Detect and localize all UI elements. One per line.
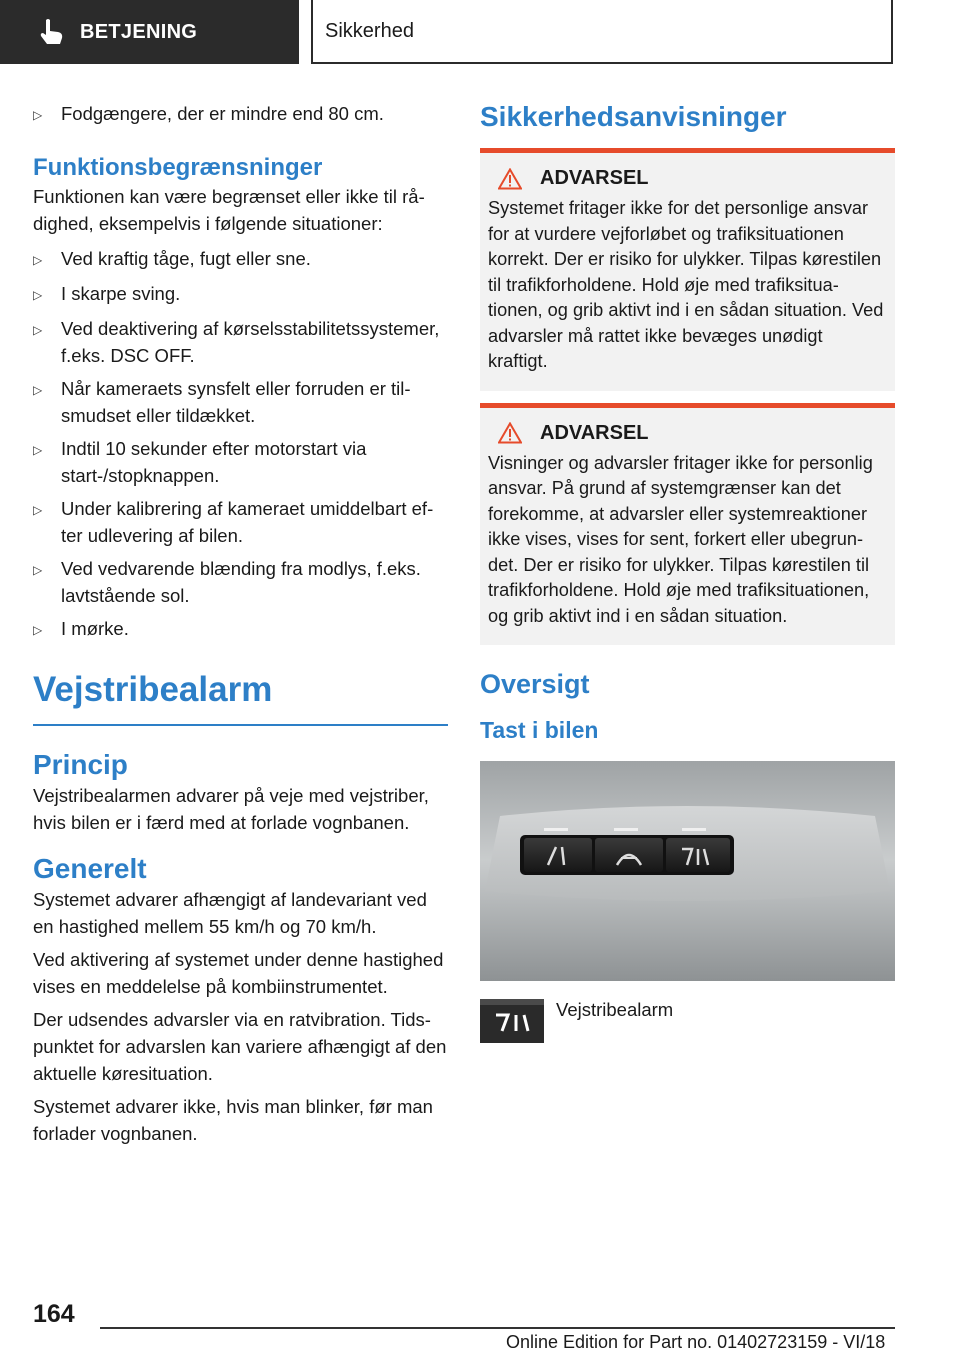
chapter-tab[interactable] xyxy=(0,0,299,64)
general-paragraph: Systemet advarer ikke, hvis man blinker, før man forlader vognbanen. xyxy=(33,1096,433,1144)
warning-triangle-icon xyxy=(498,422,522,444)
section-label: Sikkerhed xyxy=(325,19,414,42)
principle-heading: Princip xyxy=(33,749,128,780)
triangle-bullet-icon: ▷ xyxy=(33,108,43,122)
overview-heading: Oversigt xyxy=(480,669,590,699)
triangle-bullet-icon: ▷ xyxy=(33,383,43,397)
triangle-bullet-icon: ▷ xyxy=(33,288,43,302)
warning-triangle-icon xyxy=(498,168,522,190)
main-heading: Vejstribealarm xyxy=(33,670,273,709)
list-item: ▷ Fodgængere, der er mindre end 80 cm. xyxy=(33,100,448,129)
list-item: ▷ Ved vedvarende blænding fra modlys, f.eks. lavtstående sol. xyxy=(33,555,448,609)
footer-rule xyxy=(100,1327,895,1329)
limits-list xyxy=(33,245,448,644)
triangle-bullet-icon: ▷ xyxy=(33,443,43,457)
icon-caption: Vejstribealarm xyxy=(556,999,674,1020)
limits-heading: Funktionsbegrænsninger xyxy=(33,154,323,181)
triangle-bullet-icon: ▷ xyxy=(33,503,43,517)
icon-legend xyxy=(480,999,895,1043)
right-column xyxy=(480,100,895,1043)
principle-text: Vejstribealarmen advarer på veje med vejstriber, hvis bilen er i færd med at forlade vognbanen. xyxy=(33,785,429,833)
pointing-hand-icon xyxy=(36,17,66,47)
list-item: ▷ I skarpe sving. xyxy=(33,280,448,309)
page-number: 164 xyxy=(33,1300,75,1328)
heading-rule xyxy=(33,724,448,726)
edition-text: Online Edition for Part no. 01402723159 - VI/18 xyxy=(506,1332,886,1352)
list-item: ▷ I mørke. xyxy=(33,615,448,644)
safety-heading: Sikkerhedsanvisninger xyxy=(480,101,787,132)
button-heading: Tast i bilen xyxy=(480,717,599,743)
warning-text: Visninger og advarsler fritager ikke for personlig ansvar. På grund af systemgrænser kan det forekomme, at advarsler eller systemreaktioner ikke vises, vises for sent, forkert eller ubegrundet. Der er risiko for ulykker. Tilpas kørestilen til trafikforholdene. Hold øje med trafiksituationen, og grib aktivt ind i en sådan situation. xyxy=(488,452,873,626)
triangle-bullet-icon: ▷ xyxy=(33,563,43,577)
limits-text: Funktionen kan være begrænset eller ikke til rådighed, eksempelvis i følgende situationer: xyxy=(33,186,425,234)
lane-departure-icon xyxy=(480,999,544,1043)
triangle-bullet-icon: ▷ xyxy=(33,623,43,637)
section-header xyxy=(311,0,893,64)
general-paragraph: Der udsendes advarsler via en ratvibration. Tidspunktet for advarslen kan variere afhængigt af den aktuelle køresituation. xyxy=(33,1009,447,1084)
button-panel-photo xyxy=(480,761,895,981)
warning-box xyxy=(480,403,895,646)
general-paragraph: Systemet advarer afhængigt af landevariant ved en hastighed mellem 55 km/h og 70 km/h. xyxy=(33,889,427,937)
left-column xyxy=(33,100,448,1147)
general-paragraph: Ved aktivering af systemet under denne hastighed vises en meddelelse på kombiinstrumentet. xyxy=(33,949,444,997)
list-item: ▷ Ved kraftig tåge, fugt eller sne. xyxy=(33,245,448,274)
chapter-label: BETJENING xyxy=(80,20,198,43)
triangle-bullet-icon: ▷ xyxy=(33,253,43,267)
warning-text: Systemet fritager ikke for det personlige ansvar for at vurdere vejforløbet og trafiksituationen korrekt. Der er risiko for ulykker. Tilpas kørestilen til trafikforholdene. Hold øje med trafiksituationen, og grib aktivt ind i en sådan situation. Ved advarsler må rattet ikke bevæges unødigt kraftigt. xyxy=(488,198,884,371)
list-item: ▷ Under kalibrering af kameraet umiddelbart efter udlevering af bilen. xyxy=(33,495,448,549)
warning-title: ADVARSEL xyxy=(498,422,887,445)
list-item: ▷ Indtil 10 sekunder efter motorstart via start-/stopknappen. xyxy=(33,435,448,489)
list-item: ▷ Når kameraets synsfelt eller forruden er tilsmudset eller tildækket. xyxy=(33,375,448,429)
list-item: ▷ Ved deaktivering af kørselsstabilitetssystemer, f.eks. DSC OFF. xyxy=(33,315,448,369)
warning-title: ADVARSEL xyxy=(498,167,887,190)
triangle-bullet-icon: ▷ xyxy=(33,323,43,337)
warning-box xyxy=(480,148,895,391)
general-heading: Generelt xyxy=(33,853,147,884)
